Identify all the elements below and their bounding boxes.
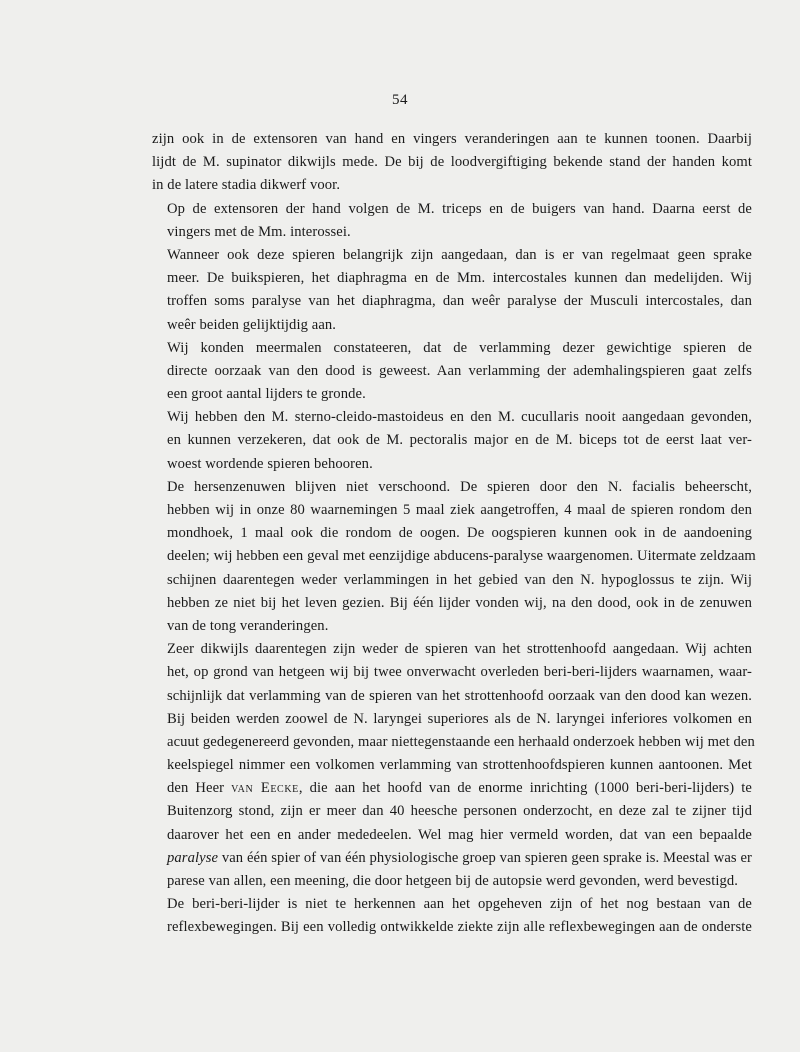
text-line: Wanneer ook deze spieren belangrijk zijn aangedaan, dan is er van regelmaat geen sprake bbox=[167, 246, 752, 263]
body-text bbox=[152, 128, 756, 940]
text-line: Zeer dikwijls daarentegen zijn weder de spieren van het strottenhoofd aangedaan. Wij achten bbox=[167, 641, 752, 658]
paragraph bbox=[152, 476, 756, 638]
text-line: acuut gedegenereerd gevonden, maar niettegenstaande een herhaald onderzoek hebben wij met den bbox=[167, 733, 755, 750]
text-line: Wij konden meermalen constateeren, dat de verlamming dezer gewichtige spieren de bbox=[167, 339, 752, 356]
paragraph bbox=[152, 128, 752, 198]
text-line: mondhoek, 1 maal ook die rondom de oogen. De oogspieren kunnen ook in de aandoening bbox=[167, 525, 752, 542]
paragraph bbox=[152, 198, 752, 244]
text-line: directe oorzaak van den dood is geweest. Aan verlamming der ademhalingspieren gaat zelfs bbox=[167, 362, 752, 379]
text-line: vingers met de Mm. interossei. bbox=[167, 223, 351, 240]
paragraph bbox=[152, 337, 752, 407]
text-line: lijdt de M. supinator dikwijls mede. De bij de loodvergiftiging bekende stand der handen komt bbox=[152, 154, 752, 171]
text-line: woest wordende spieren behooren. bbox=[167, 455, 373, 472]
italic-term: paralyse bbox=[167, 849, 219, 866]
text-line: deelen; wij hebben een geval met eenzijdige abducens-paralyse waargenomen. Uitermate zeldzaam bbox=[167, 548, 756, 565]
text-line: een groot aantal lijders te gronde. bbox=[167, 386, 366, 403]
text-line: De beri-beri-lijder is niet te herkennen aan het opgeheven zijn of het nog bestaan van de bbox=[167, 896, 752, 913]
paragraph bbox=[152, 244, 752, 337]
text-line: parese van allen, een meening, die door hetgeen bij de autopsie werd gevonden, werd bevestigd. bbox=[167, 873, 739, 889]
text-line: van de tong veranderingen. bbox=[167, 617, 329, 634]
text-line: in de latere stadia dikwerf voor. bbox=[152, 177, 341, 194]
page-number: 54 bbox=[392, 92, 408, 108]
text-line: Op de extensoren der hand volgen de M. triceps en de buigers van hand. Daarna eerst de bbox=[167, 200, 752, 217]
text-line: zijn ook in de extensoren van hand en vingers veranderingen aan te kunnen toonen. Daarbij bbox=[152, 131, 752, 147]
text-line: daarover het een en ander mededeelen. Wel mag hier vermeld worden, dat van een bepaalde bbox=[167, 826, 752, 843]
text-line: weêr beiden gelijktijdig aan. bbox=[167, 316, 337, 333]
text-line: paralyse van één spier of van één physiologische groep van spieren geen sprake is. Meestal was er bbox=[167, 849, 752, 866]
text-line: schijnen daarentegen weder verlammingen in het gebied van den N. hypoglossus te zijn. Wij bbox=[167, 571, 752, 588]
small-caps-name: van Eecke bbox=[231, 780, 299, 797]
text-line: troffen soms paralyse van het diaphragma, dan weêr paralyse der Musculi intercostales, dan bbox=[167, 293, 752, 310]
text-line: en kunnen verzekeren, dat ook de M. pectoralis major en de M. biceps tot de eerst laat ver- bbox=[167, 432, 752, 449]
paragraph bbox=[152, 406, 752, 476]
text-line: De hersenzenuwen blijven niet verschoond. De spieren door den N. facialis beheerscht, bbox=[167, 478, 752, 495]
text-line: meer. De buikspieren, het diaphragma en de Mm. intercostales kunnen dan medelijden. Wij bbox=[167, 270, 752, 287]
paragraph bbox=[152, 893, 752, 939]
text-line: schijnlijk dat verlamming van de spieren van het strottenhoofd oorzaak van den dood kan wezen. bbox=[167, 687, 752, 704]
text-line: hebben wij in onze 80 waarnemingen 5 maal ziek aangetroffen, 4 maal de spieren rondom den bbox=[167, 502, 752, 518]
text-line: den Heer van Eecke, die aan het hoofd van de enorme inrichting (1000 beri-beri-lijders) te bbox=[167, 780, 752, 797]
text-line: hebben ze niet bij het leven gezien. Bij één lijder vonden wij, na den dood, ook in de zenuwen bbox=[167, 594, 752, 611]
text-line: keelspiegel nimmer een volkomen verlamming van strottenhoofdspieren kunnen aantoonen. Met bbox=[167, 757, 752, 774]
text-line: reflexbewegingen. Bij een volledig ontwikkelde ziekte zijn alle reflexbewegingen aan de onderste bbox=[167, 919, 752, 936]
text-line: Bij beiden werden zoowel de N. laryngei superiores als de N. laryngei inferiores volkomen en bbox=[167, 710, 752, 727]
text-line: het, op grond van hetgeen wij bij twee onverwacht overleden beri-beri-lijders waarnamen, waar- bbox=[167, 664, 752, 681]
paragraph bbox=[152, 638, 755, 893]
text-line: Buitenzorg stond, zijn er meer dan 40 heesche personen onderzocht, en deze zal te zijner tijd bbox=[167, 803, 752, 820]
text-line: Wij hebben den M. sterno-cleido-mastoideus en den M. cucullaris nooit aangedaan gevonden, bbox=[167, 409, 752, 426]
